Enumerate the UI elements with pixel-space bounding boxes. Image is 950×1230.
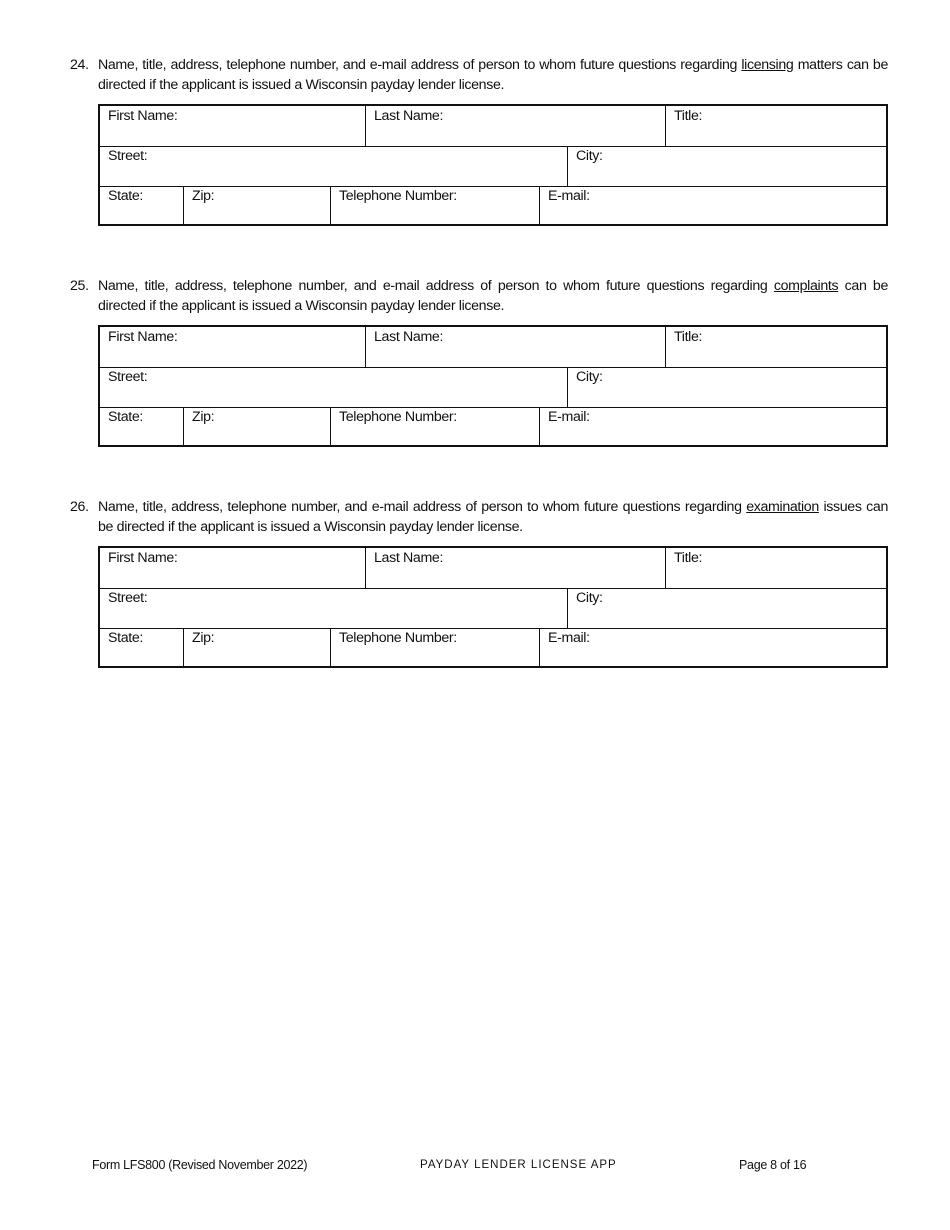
last-name-field[interactable] [365,327,665,367]
state-field[interactable] [100,186,183,224]
last-name-field[interactable] [365,106,665,146]
email-field[interactable] [539,407,886,445]
question-number: 26. [70,499,89,515]
city-label: City: [576,369,603,385]
question-number: 24. [70,57,89,73]
zip-field[interactable] [183,407,330,445]
question-keyword: complaints [773,278,839,294]
email-field[interactable] [539,628,886,666]
question-text-before: Name, title, address, telephone number, and e-mail address of person to whom future questions regarding [98,57,742,73]
state-field[interactable] [100,407,183,445]
street-label: Street: [108,369,148,385]
telephone-label: Telephone Number: [339,409,457,425]
first-name-label: First Name: [108,550,178,566]
title-field[interactable] [665,327,886,367]
first-name-label: First Name: [108,329,178,345]
last-name-label: Last Name: [374,108,444,124]
last-name-field[interactable] [365,548,665,588]
last-name-label: Last Name: [374,550,444,566]
contact-table [98,546,888,668]
city-field[interactable] [567,588,886,628]
street-label: Street: [108,148,148,164]
title-field[interactable] [665,106,886,146]
zip-label: Zip: [192,409,215,425]
city-field[interactable] [567,367,886,407]
footer-page-number: Page 8 of 16 [739,1158,807,1172]
first-name-field[interactable] [100,548,365,588]
telephone-field[interactable] [330,628,539,666]
telephone-label: Telephone Number: [339,630,457,646]
email-label: E-mail: [548,409,590,425]
state-label: State: [108,630,143,646]
state-label: State: [108,409,143,425]
title-label: Title: [674,329,703,345]
zip-field[interactable] [183,628,330,666]
question-25-text [70,276,888,316]
state-label: State: [108,188,143,204]
question-text-after: can be directed if the applicant is issued a Wisconsin payday lender license. [98,278,889,314]
first-name-field[interactable] [100,327,365,367]
city-label: City: [576,148,603,164]
email-label: E-mail: [548,188,590,204]
street-field[interactable] [100,588,567,628]
zip-field[interactable] [183,186,330,224]
title-label: Title: [674,108,703,124]
question-25 [70,276,888,447]
question-keyword: examination [746,499,819,515]
contact-table [98,325,888,447]
question-24-text [70,55,888,95]
question-text-before: Name, title, address, telephone number, and e-mail address of person to whom future questions regarding [98,499,747,515]
telephone-label: Telephone Number: [339,188,457,204]
zip-label: Zip: [192,188,215,204]
city-field[interactable] [567,146,886,186]
question-number: 25. [70,278,89,294]
street-field[interactable] [100,367,567,407]
last-name-label: Last Name: [374,329,444,345]
title-field[interactable] [665,548,886,588]
footer-form-id: Form LFS800 (Revised November 2022) [92,1158,308,1172]
street-label: Street: [108,590,148,606]
question-text-before: Name, title, address, telephone number, and e-mail address of person to whom future questions regarding [98,278,774,294]
question-text-after: issues can be directed if the applicant is issued a Wisconsin payday lender license. [98,499,889,535]
email-field[interactable] [539,186,886,224]
question-26-text [70,497,888,537]
question-24 [70,55,888,226]
street-field[interactable] [100,146,567,186]
title-label: Title: [674,550,703,566]
city-label: City: [576,590,603,606]
email-label: E-mail: [548,630,590,646]
telephone-field[interactable] [330,407,539,445]
zip-label: Zip: [192,630,215,646]
state-field[interactable] [100,628,183,666]
question-keyword: licensing [741,57,794,73]
contact-table [98,104,888,226]
footer-doc-title: PAYDAY LENDER LICENSE APP [420,1159,617,1171]
telephone-field[interactable] [330,186,539,224]
question-26 [70,497,888,668]
first-name-field[interactable] [100,106,365,146]
first-name-label: First Name: [108,108,178,124]
question-text-after: matters can be directed if the applicant is issued a Wisconsin payday lender license. [98,57,888,93]
